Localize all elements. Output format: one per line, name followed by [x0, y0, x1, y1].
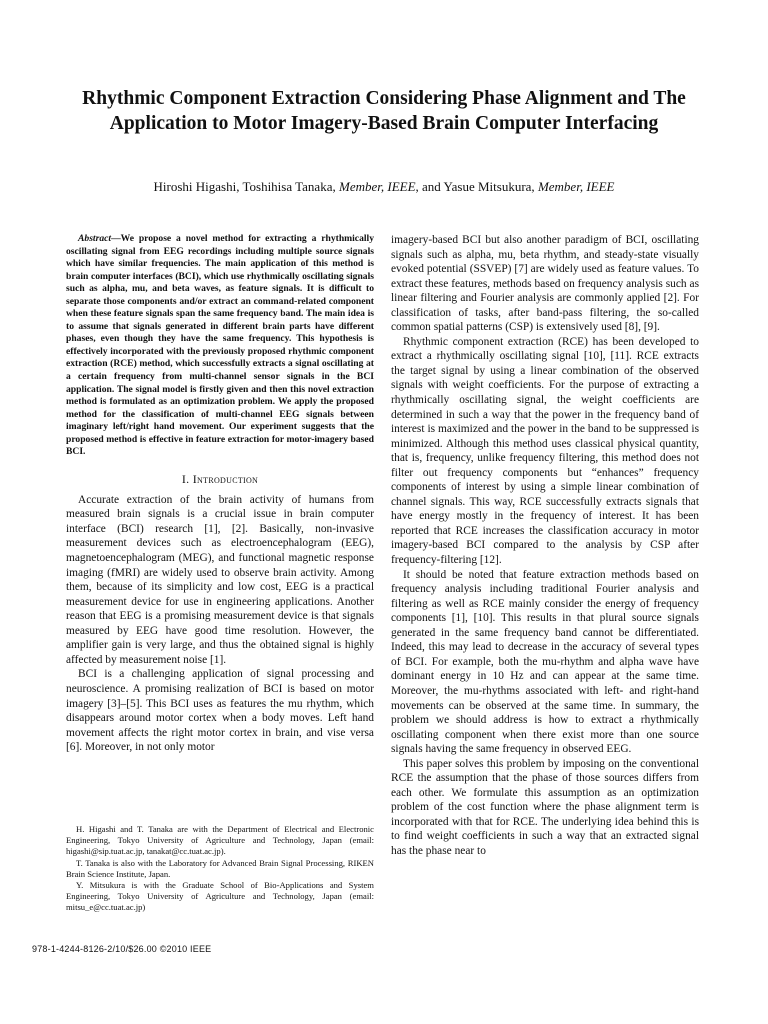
body-paragraph-rce: Rhythmic component extraction (RCE) has been developed to extract a rhythmically oscillating signal [10], [11]. RCE extracts the target signal by using a linear combination of the observed signals with weight coefficients. For the purpose of extracting a rhythmically oscillating signal, the weight coefficients are determined in such a way that the power in the frequency band of interest is maximized and the power in the band to be suppressed is minimized. Although this method uses classical physical quantity, that is, frequency, unlike frequency filtering, this method does not filter out frequency components but “enhances” frequency components of interest by using a simple linear combination of channel signals. This way, RCE successfully extracts signals that have energy mostly in the frequency of interest. It has been reported that RCE increases the classification accuracy in motor imagery-based BCI compared to the analysis by CSP after frequency-filtering [12].: [391, 335, 699, 567]
member-ieee-2: Member, IEEE: [537, 179, 615, 194]
left-column: [66, 233, 374, 755]
section-numeral: I.: [181, 471, 190, 486]
footnote-1: H. Higashi and T. Tanaka are with the Department of Electrical and Electronic Engineering, Tokyo University of Agriculture and Technology, Japan (email: higashi@sip.tuat.ac.jp, tanakat@cc.tuat.ac.jp).: [66, 824, 374, 857]
intro-paragraph-1: Accurate extraction of the brain activity of humans from measured brain signals is a crucial issue in brain computer interface (BCI) research [1], [2]. Basically, non-invasive measurement devices such as electroencephalogram (EEG), magnetoencephalogram (MEG), and functional magnetic response imaging (fMRI) are widely used to observe brain activity. Among them, because of its simplicity and low cost, EEG is a practical measurement device for use in engineering applications. Another reason that EEG is a promising measurement device is that signals measured by EEG have good time resolution. However, the amplifier gain is very large, and thus the obtained signal is highly affected by measurement noise [1].: [66, 493, 374, 666]
author-names-2: , and Yasue Mitsukura,: [415, 179, 538, 194]
section-title: Introduction: [192, 471, 259, 486]
right-column: [391, 233, 699, 859]
author-line: [40, 178, 728, 196]
paper-title: Rhythmic Component Extraction Considering Phase Alignment and The Application to Motor Imagery-Based Brain Computer Interfacing: [82, 88, 686, 134]
intro-paragraph-2: BCI is a challenging application of signal processing and neuroscience. A promising realization of BCI is based on motor imagery [3]–[5]. This BCI uses as features the mu rhythm, which disappears around motor cortex when a body moves. Left hand movement affects the right motor cortex in brain, and vise versa [6]. Moreover, in not only motor: [66, 668, 374, 754]
abstract-dash: —: [111, 233, 121, 244]
body-paragraph-proposal: This paper solves this problem by imposing on the conventional RCE the assumption that the phase of those sources differs from each other. We formulate this assumption as an optimization problem of the cost function where the phase alignment term is incorporated with that for RCE. The underlying idea behind this is to find weight coefficients in such a way that an extracted signal has the phase near to: [391, 757, 699, 857]
body-paragraph-limitations: It should be noted that feature extraction methods based on frequency analysis including traditional Fourier analysis and filtering as well as RCE mainly consider the energy of frequency components [1], [10]. This results in that plural source signals generated in the same frequency band cannot be differentiated. Indeed, this may lead to decrease in the accuracy of several types of BCI. For example, both the mu-rhythm and alpha wave have dominant energy in 10 Hz and can appear at the same time. Moreover, the mu-rhythms associated with left- and right-hand movements can be observed at the same time. In summary, the problem we should address is how to extract a rhythmically oscillating component when there exist more than one source signals having the same frequency in observed EEG.: [391, 568, 699, 756]
footnote-3: Y. Mitsukura is with the Graduate School of Bio-Applications and System Engineering, Tokyo University of Agriculture and Technology, Japan (email: mitsu_e@cc.tuat.ac.jp): [66, 880, 374, 913]
author-names-1: Hiroshi Higashi, Toshihisa Tanaka,: [153, 179, 339, 194]
member-ieee-1: Member, IEEE: [338, 179, 416, 194]
abstract: [66, 233, 374, 459]
abstract-label: Abstract: [78, 233, 112, 244]
abstract-text: We propose a novel method for extracting a rhythmically oscillating signal from EEG recordings including multiple source signals which have similar frequencies. The main application of this method is brain computer interfaces (BCI), which use rhythmically oscillating signals such as alpha, mu, and beta waves, as feature signals. It is difficult to separate those components and/or extract an command-related component when these feature signals span the same frequency band. The main idea is to assume that signals generated in different brain parts have different phases, even though they have the same frequency. This hypothesis is effectively incorporated with the previously proposed rhythmic component extraction (RCE) method, which successfully extracts a signal oscillating at a certain frequency from multi-channel sensor signals in the BCI application. The signal model is firstly given and then this novel extraction method is formulated as an optimization problem. We apply the proposed method for the classification of multi-channel EEG signals between imaginary left/right hand movement. Our experiment suggests that the proposed method is effective in feature extraction for motor-imagery based BCI.: [66, 233, 374, 458]
copyright-notice: 978-1-4244-8126-2/10/$26.00 ©2010 IEEE: [32, 944, 212, 954]
footnote-2: T. Tanaka is also with the Laboratory for Advanced Brain Signal Processing, RIKEN Brain Science Institute, Japan.: [66, 857, 374, 879]
footnotes: [66, 824, 374, 914]
body-paragraph-continued: imagery-based BCI but also another paradigm of BCI, oscillating signals such as alpha, mu, beta rhythm, and steady-state visually evoked potential (SSVEP) [7] are widely used as feature values. To extract these features, methods based on frequency analysis such as linear filtering and Fourier analysis are commonly applied [2]. For classification of tasks, after band-pass filtering, the so-called common spatial patterns (CSP) is extensively used [8], [9].: [391, 234, 699, 334]
section-heading-introduction: [66, 471, 374, 487]
